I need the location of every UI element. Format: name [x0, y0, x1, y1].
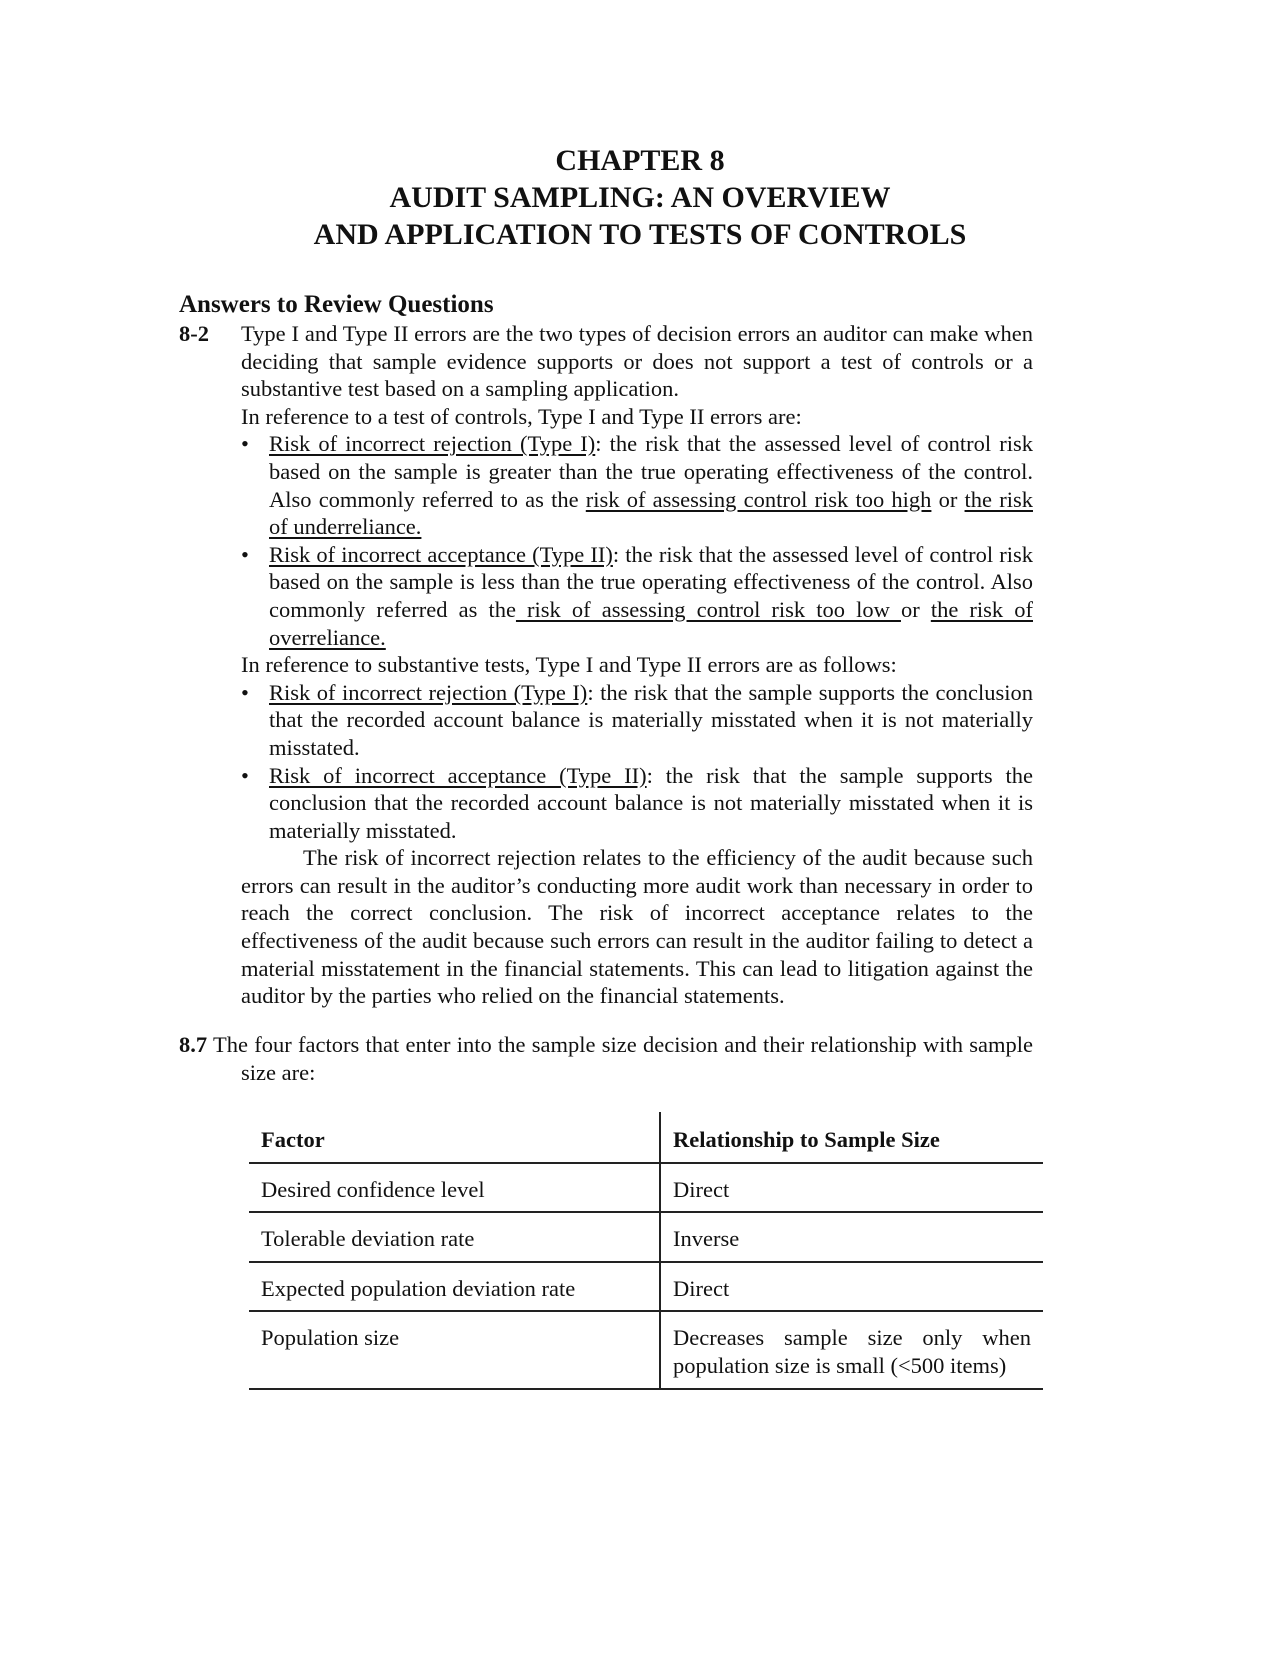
chapter-title — [0, 142, 1280, 253]
chapter-title-line: AUDIT SAMPLING: AN OVERVIEW — [389, 181, 891, 214]
term: the risk of underreliance. — [269, 486, 1033, 540]
factor-cell: Tolerable deviation rate — [261, 1226, 475, 1252]
relationship-cell: Direct — [660, 1262, 1043, 1312]
definition: : the risk that the sample supports the conclusion that the recorded account balance is materially misstated when it is not materially misstated. — [269, 679, 1033, 760]
definition: : the risk that the assessed level of control risk based on the sample is less than the true operating effectiveness of the control. Also commonly referred as the — [269, 541, 1033, 622]
question-number: 8-2 — [179, 321, 209, 346]
term: Risk of incorrect acceptance (Type II) — [269, 541, 613, 567]
table-row — [249, 1262, 1043, 1312]
question-8-7 — [179, 1031, 1033, 1086]
factor-cell: Desired confidence level — [261, 1176, 485, 1202]
table-row — [249, 1163, 1043, 1213]
substantive-bullets — [241, 679, 1033, 845]
bullet-icon: • — [241, 762, 249, 788]
term: risk of assessing control risk too high — [585, 486, 932, 512]
term: risk of assessing control risk too low — [515, 596, 901, 622]
list-item — [241, 679, 1033, 762]
term: Risk of incorrect rejection (Type I) — [269, 431, 596, 457]
conclusion-paragraph: The risk of incorrect rejection relates to the efficiency of the audit because such errors can result in the auditor’s conducting more audit work than necessary in order to reach the correct conclusion. The risk of incorrect acceptance relates to the effectiveness of the audit because such errors can result in the auditor failing to detect a material misstatement in the financial statements. This can lead to litigation against the auditor by the parties who relied on the financial statements. — [241, 845, 1033, 1009]
table-header-row — [249, 1112, 1043, 1163]
list-item — [241, 541, 1033, 651]
column-header: Factor — [261, 1127, 325, 1152]
list-item — [241, 762, 1033, 845]
relationship-cell: Direct — [660, 1163, 1043, 1213]
text: or — [900, 596, 931, 622]
table-row — [249, 1311, 1043, 1388]
section-heading: Answers to Review Questions — [179, 291, 494, 318]
intro-paragraph: Type I and Type II errors are the two types of decision errors an auditor can make when deciding that sample evidence supports or does not support a test of controls or a substantive test based on a sampling application. — [241, 321, 1033, 402]
substantive-intro: In reference to substantive tests, Type I and Type II errors are as follows: — [241, 652, 897, 678]
term: the risk of overreliance. — [269, 596, 1033, 650]
question-number: 8.7 — [179, 1032, 208, 1057]
column-header: Relationship to Sample Size — [660, 1112, 1043, 1163]
question-text — [179, 1031, 1033, 1086]
definition: : the risk that the assessed level of control risk based on the sample is greater than the true operating effectiveness of the control. Also commonly referred to as the — [269, 431, 1033, 512]
sample-size-factors-table — [249, 1112, 1043, 1390]
term: Risk of incorrect acceptance (Type II) — [269, 762, 647, 788]
table-row — [249, 1212, 1043, 1262]
term: Risk of incorrect rejection (Type I) — [269, 679, 588, 705]
bullet-icon: • — [241, 679, 249, 705]
relationship-cell: Decreases sample size only when population size is small (<500 items) — [660, 1311, 1043, 1388]
question-body: The four factors that enter into the sample size decision and their relationship with sample size are: — [207, 1032, 1033, 1085]
bullet-icon: • — [241, 541, 249, 567]
list-item — [241, 430, 1033, 540]
definition: : the risk that the sample supports the conclusion that the recorded account balance is not materially misstated when it is materially misstated. — [269, 762, 1033, 843]
chapter-number: CHAPTER 8 — [555, 144, 725, 177]
controls-bullets — [241, 430, 1033, 651]
text: or — [931, 486, 965, 512]
question-8-2 — [179, 320, 1033, 1010]
bullet-icon: • — [241, 431, 249, 457]
controls-intro: In reference to a test of controls, Type I and Type II errors are: — [241, 403, 802, 429]
chapter-title-line: AND APPLICATION TO TESTS OF CONTROLS — [313, 218, 967, 251]
factor-cell: Population size — [261, 1325, 400, 1351]
factor-cell: Expected population deviation rate — [261, 1275, 576, 1301]
relationship-cell: Inverse — [660, 1212, 1043, 1262]
